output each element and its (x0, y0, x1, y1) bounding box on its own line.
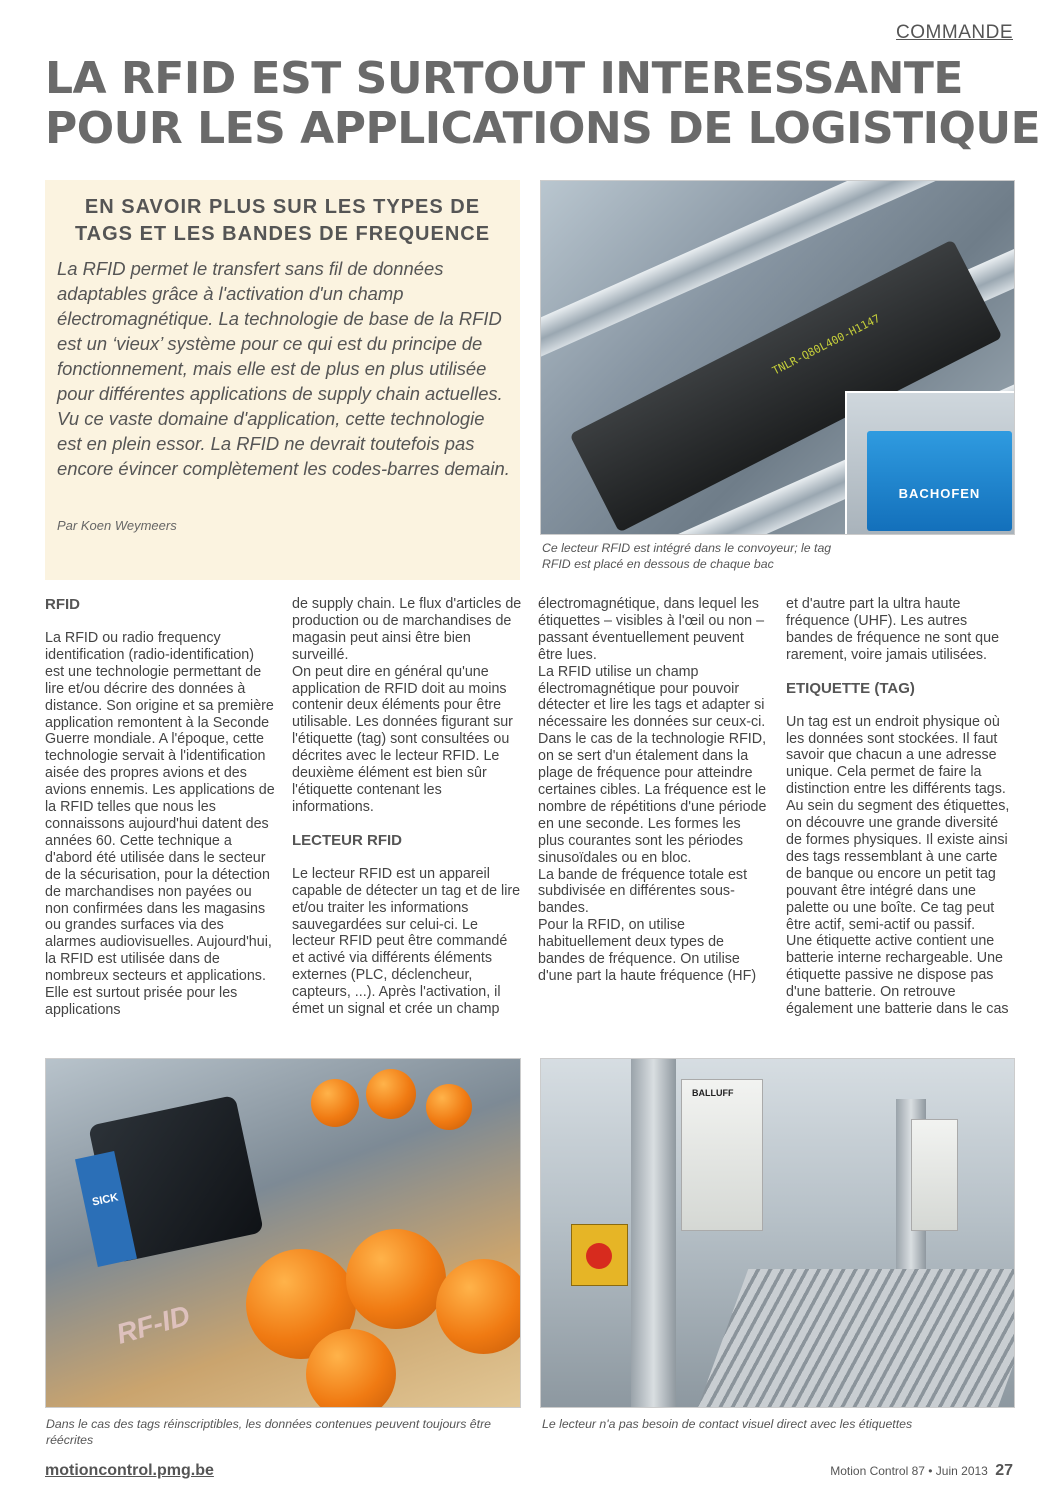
orange (436, 1259, 521, 1354)
title-line-2: POUR LES APPLICATIONS DE LOGISTIQUE (45, 103, 1041, 154)
paragraph: et d'autre part la ultra haute fréquence (UHF). Les autres bandes de fréquence ne sont que rarement, voire jamais utilisées. (786, 596, 1000, 663)
paragraph: On peut dire en général qu'une application de RFID doit au moins contenir deux éléments pour être utilisable. Les données figurant sur l'étiquette (tag) sont consultées ou décrites avec le lecteur RFID. Le deuxième élément est bien sûr l'étiquette contenant les informations. (292, 663, 513, 815)
intro-heading-line-2: TAGS ET LES BANDES DE FREQUENCE (74, 223, 491, 245)
intro-box (45, 180, 520, 580)
caption-bottom-right: Le lecteur n'a pas besoin de contact visuel direct avec les étiquettes (542, 1417, 913, 1431)
heading-etiquette: ETIQUETTE (TAG) (786, 679, 915, 697)
orange (346, 1229, 446, 1329)
photo-balluff-conveyor (540, 1058, 1015, 1408)
photo-inset-crate (845, 391, 1015, 535)
issue-info: Motion Control 87 • Juin 2013 (830, 1464, 988, 1478)
crate-label: BACHOFEN (898, 486, 981, 501)
balluff-label: BALLUFF (692, 1088, 734, 1098)
paragraph: La RFID ou radio frequency identification (radio-identification) est une technologie permettant de lire et/ou décrire des données à distance. Son origine et sa première application remontent à la Seconde Guerre mondiale. A l'époque, cette technologie servait à l'identification aisée des propres avions et des avions ennemis. Les applications de la RFID telles que nous les connaissons aujourd'hui datent des années 60. Cette technique a d'abord été utilisée dans le secteur de la sécurisation, pour la détection de marchandises non payées ou non confirmées dans les magasins ou grandes surfaces via des alarmes audiovisuelles. Aujourd'hui, la RFID est utilisée dans de nombreux secteurs et applications. Elle est surtout prisée pour les applications (45, 630, 275, 1018)
paragraph: électromagnétique, dans lequel les étiquettes – visibles à l'œil ou non – passant éventuellement peuvent être lues. (538, 596, 765, 663)
paragraph: La bande de fréquence totale est subdivisée en différentes sous-bandes. (538, 866, 748, 917)
orange (306, 1329, 396, 1408)
column-3 (538, 596, 768, 985)
antenna-image (911, 1119, 958, 1231)
paragraph: de supply chain. Le flux d'articles de production ou de marchandises de magasin peut ainsi être bien surveillé. (292, 596, 522, 663)
heading-lecteur-rfid: LECTEUR RFID (292, 831, 402, 849)
sick-label: SICK (91, 1191, 120, 1209)
roller-conveyor-image (694, 1269, 1015, 1408)
byline: Par Koen Weymeers (57, 518, 177, 533)
caption-top-photo: Ce lecteur RFID est intégré dans le convoyeur; le tag RFID est placé en dessous de chaque bac (542, 541, 832, 571)
column-2 (292, 596, 522, 1018)
steel-post (631, 1059, 676, 1407)
intro-heading-line-1: EN SAVOIR PLUS SUR LES TYPES DE (84, 196, 481, 218)
orange (426, 1084, 472, 1130)
balluff-antenna-image (681, 1079, 763, 1231)
reader-label: TNLR-Q80L400-H1147 (770, 311, 883, 378)
paragraph: Une étiquette active contient une batterie interne rechargeable. Une étiquette passive ne dispose pas d'une batterie. On retrouve également une batterie dans le cas (786, 933, 1009, 1018)
paragraph: Un tag est un endroit physique où les données sont stockées. Il faut savoir que chacun a une adresse unique. Cela permet de faire la distinction entre les différents tags. Au sein du segment des étiquettes, on découvre une grande diversité de formes physiques. Il existe ainsi des tags ressemblant à une carte de banque ou encore un petit tag pouvant être intégré dans une palette ou une boîte. Ce tag peut être actif, semi-actif ou passif. (786, 713, 1010, 933)
photo-conveyor-reader (540, 180, 1015, 535)
heading-rfid: RFID (45, 596, 80, 613)
rfid-tag-label: RF-ID (113, 1299, 194, 1350)
footer-website-link[interactable]: motioncontrol.pmg.be (45, 1462, 214, 1479)
paragraph: Dans le cas de la technologie RFID, on se sert d'un étalement dans la plage de fréquence pour atteindre certaines cibles. La fréquence est le nombre de répétitions d'une période en une seconde. Les formes les plus courantes sont les périodes sinusoïdales ou en bloc. (538, 731, 767, 866)
caption-bottom-left: Dans le cas des tags réinscriptibles, les données contenues peuvent toujours être réécrites (46, 1417, 491, 1447)
intro-heading (45, 194, 520, 248)
emergency-knob (586, 1243, 612, 1269)
orange (366, 1069, 416, 1119)
crate-image (867, 431, 1012, 531)
photo-oranges-reader (45, 1058, 521, 1408)
column-4 (786, 596, 1016, 1018)
orange (311, 1079, 359, 1127)
paragraph: La RFID utilise un champ électromagnétique pour pouvoir détecter et lire les tags et adapter si nécessaire les données sur ceux-ci. (538, 663, 766, 731)
footer-issue (830, 1462, 1013, 1480)
intro-text: La RFID permet le transfert sans fil de données adaptables grâce à l'activation d'un champ électromagnétique. La technologie de base de la RFID est un ‘vieux’ système pour ce qui est du principe de fonctionnement, mais elle est de plus en plus utilisée pour différentes applications de supply chain actuelles. Vu ce vaste domaine d'application, cette technologie est en plein essor. La RFID ne devrait toutefois pas encore évincer complètement les codes-barres demain. (57, 258, 510, 479)
paragraph: Pour la RFID, on utilise habituellement deux types de bandes de fréquence. On utilise d'une part la haute fréquence (HF) (538, 917, 757, 984)
paragraph: Le lecteur RFID est un appareil capable de détecter un tag et de lire et/ou traiter les informations sauvegardées sur celui-ci. Le lecteur RFID peut être commandé et activé via différents éléments externes (PLC, déclencheur, capteurs, ...). Après l'activation, il émet un signal et crée un champ (292, 865, 521, 1018)
page-number: 27 (995, 1462, 1013, 1479)
article-title (45, 53, 1041, 154)
emergency-switch-image (571, 1224, 628, 1286)
title-line-1: LA RFID EST SURTOUT INTERESSANTE (45, 53, 963, 104)
section-tag: COMMANDE (896, 22, 1013, 43)
column-1 (45, 596, 275, 1019)
